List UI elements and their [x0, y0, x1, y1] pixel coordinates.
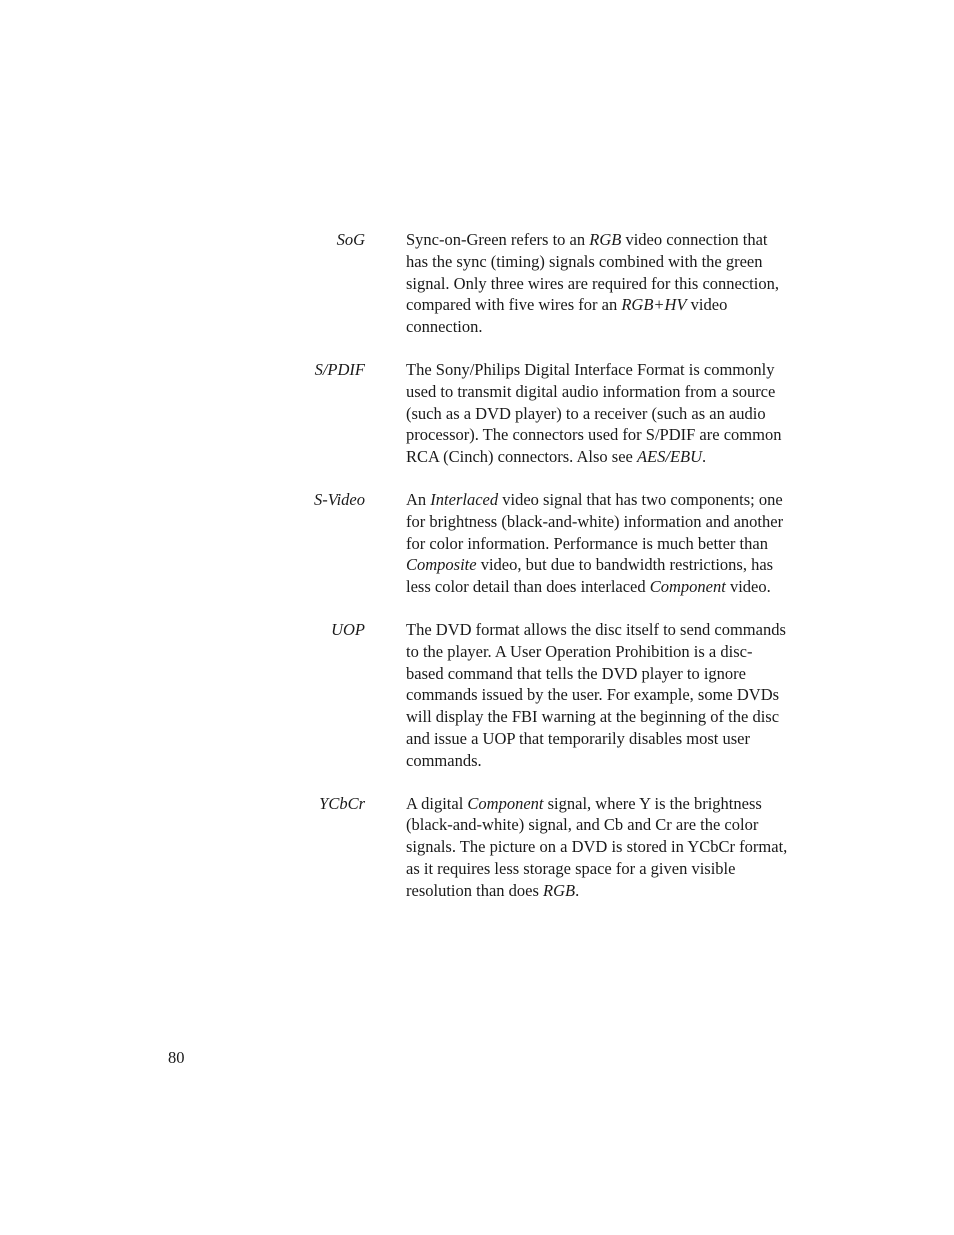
- definition-text: video connection that has the sync (timing) signals combined with the green signal. Only three wires are required for this connection, compared with five wires for an: [406, 230, 779, 315]
- cross-reference-term: Component: [649, 577, 726, 597]
- glossary-definition: [406, 229, 788, 338]
- cross-reference-term: Interlaced: [430, 489, 499, 509]
- glossary-definition: [406, 619, 788, 772]
- glossary-term: S-Video: [313, 489, 365, 509]
- cross-reference-term: RGB: [589, 230, 622, 249]
- glossary-definition: [406, 793, 788, 902]
- glossary-entry: [0, 359, 954, 468]
- cross-reference-term: Component: [467, 793, 544, 813]
- definition-text: video connection.: [406, 295, 728, 337]
- glossary-definition: [406, 489, 788, 598]
- cross-reference-term: RGB+HV: [621, 295, 687, 315]
- glossary-term: SoG: [336, 230, 365, 249]
- glossary-entry: [0, 793, 954, 902]
- glossary-entry: [0, 229, 954, 338]
- definition-text: video, but due to bandwidth restrictions, has less color detail than does interlaced: [406, 555, 774, 597]
- cross-reference-term: Composite: [406, 555, 477, 575]
- definition-text: video signal that has two components; one for brightness (black-and-white) information and another for color information. Performance is much better than: [406, 489, 784, 553]
- definition-text: The Sony/Philips Digital Interface Format is commonly used to transmit digital audio information from a source (such as a DVD player) to a receiver (such as an audio processor). The connectors used for S/PDIF are common RCA (Cinch) connectors. Also see: [406, 359, 782, 467]
- definition-text: The DVD format allows the disc itself to send commands to the player. A User Operation Prohibition is a disc-based command that tells the DVD player to ignore commands issued by the user. For example, some DVDs will display the FBI warning at the beginning of the disc and issue a UOP that temporarily disables most user commands.: [406, 619, 786, 770]
- page-number: 80: [168, 1048, 185, 1067]
- definition-text: A digital: [406, 793, 468, 813]
- definition-text: Sync-on-Green refers to an: [406, 230, 590, 249]
- glossary-definition: [406, 359, 788, 468]
- definition-text: signal, where Y is the brightness (black-and-white) signal, and Cb and Cr are the color signals. The picture on a DVD is stored in YCbCr format, as it requires less storage space for a given visible resolution than does: [406, 793, 788, 900]
- glossary-entry: [0, 489, 954, 598]
- definition-text: video.: [725, 577, 771, 597]
- definition-text: .: [702, 447, 707, 467]
- glossary-list: [0, 229, 954, 923]
- glossary-term: UOP: [331, 619, 365, 639]
- glossary-term: S/PDIF: [314, 359, 365, 379]
- definition-text: .: [575, 880, 580, 900]
- cross-reference-term: AES/EBU: [636, 447, 703, 467]
- glossary-term: YCbCr: [319, 793, 365, 813]
- definition-text: An: [406, 489, 431, 509]
- glossary-entry: [0, 619, 954, 772]
- cross-reference-term: RGB: [543, 880, 576, 900]
